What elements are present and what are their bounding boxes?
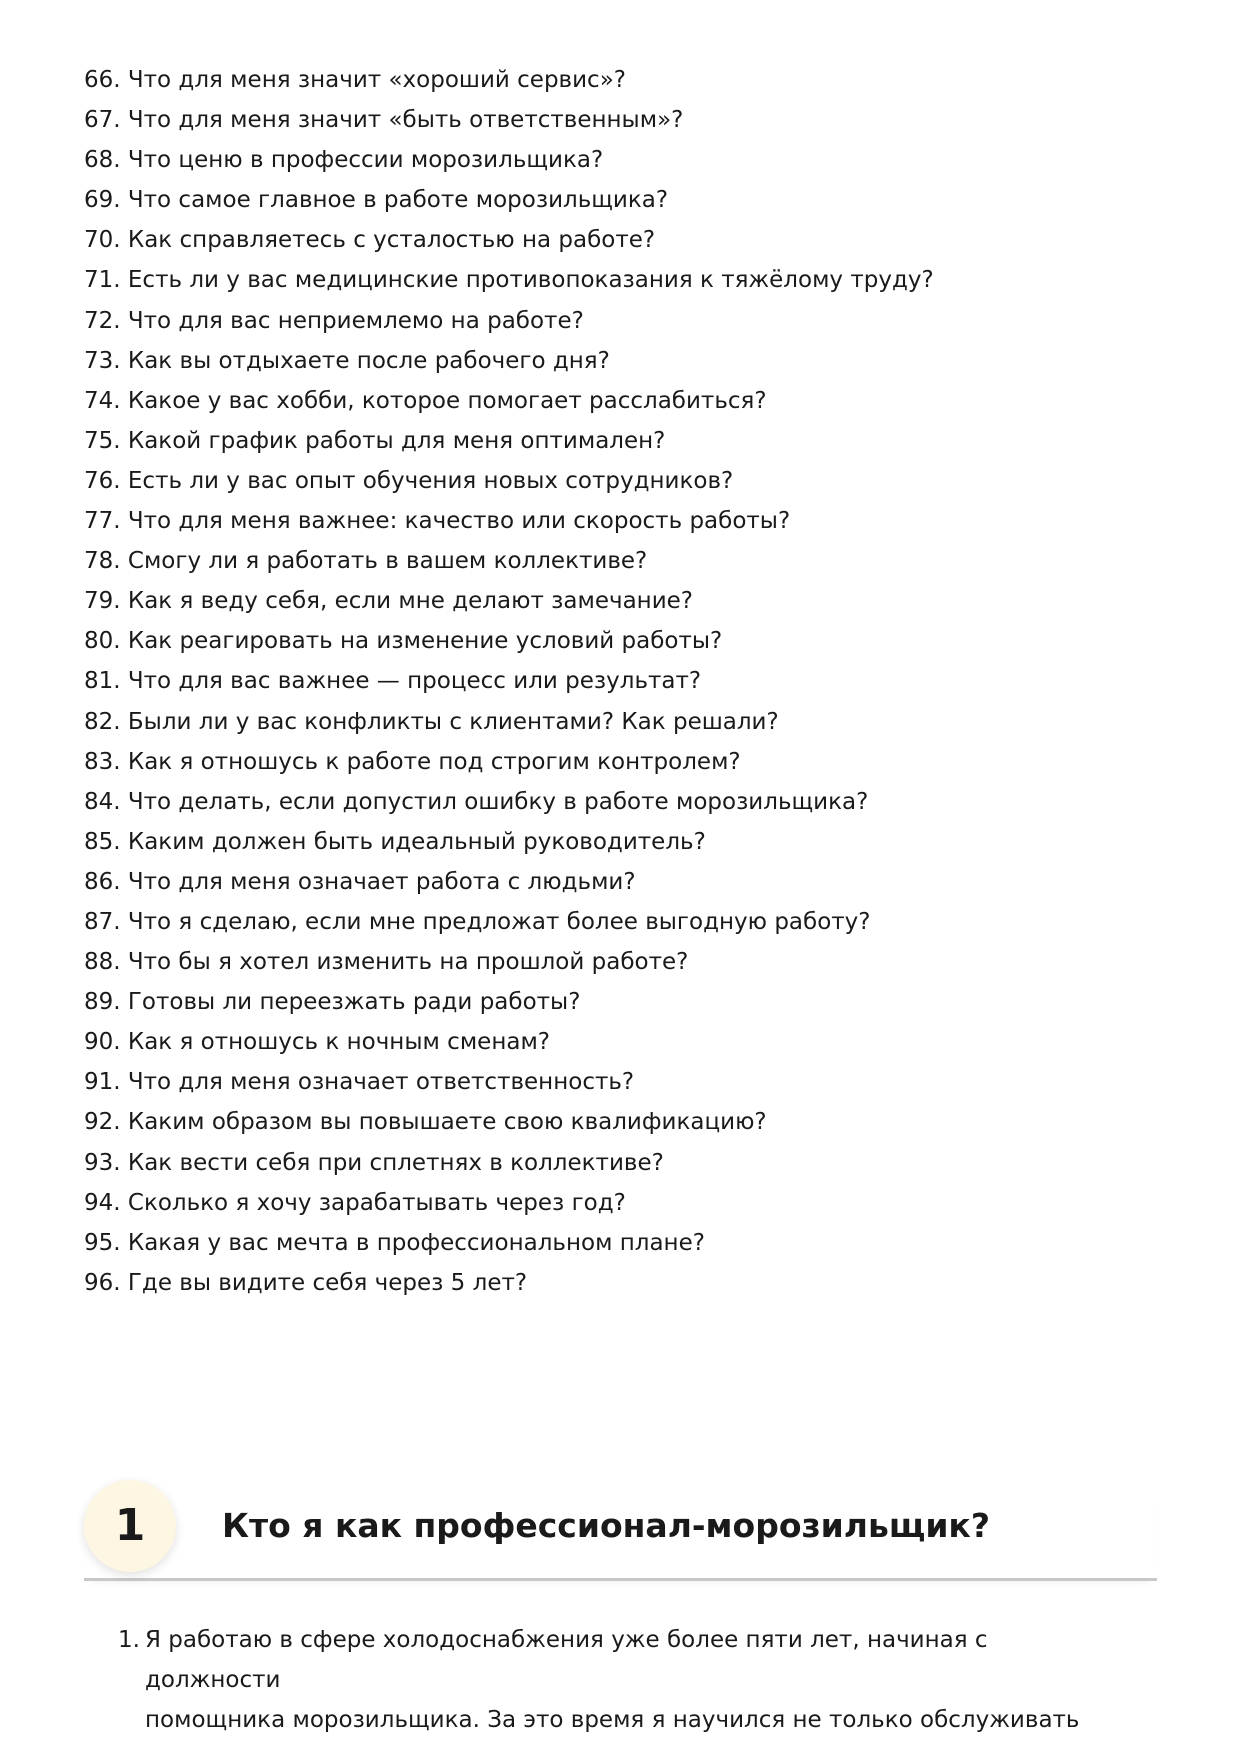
question-item: 90. Как я отношусь к ночным сменам? bbox=[84, 1029, 551, 1056]
answer-list bbox=[118, 1620, 1098, 1740]
question-item: 78. Смогу ли я работать в вашем коллективе? bbox=[84, 548, 648, 575]
question-item: 94. Сколько я хочу зарабатывать через год? bbox=[84, 1189, 626, 1216]
question-item: 70. Как справляетесь с усталостью на работе? bbox=[84, 227, 656, 254]
answer-text-line: Я работаю в сфере холодоснабжения уже более пяти лет, начиная с должности bbox=[145, 1627, 988, 1693]
question-item: 80. Как реагировать на изменение условий работы? bbox=[84, 628, 723, 655]
question-item: 73. Как вы отдыхаете после рабочего дня? bbox=[84, 347, 610, 374]
question-item: 89. Готовы ли переезжать ради работы? bbox=[84, 989, 581, 1016]
section-title: Кто я как профессионал-морозильщик? bbox=[222, 1506, 990, 1545]
answer-text-line: помощника морозильщика. За это время я научился не только обслуживать bbox=[145, 1707, 1080, 1733]
question-item: 79. Как я веду себя, если мне делают замечание? bbox=[84, 588, 694, 615]
question-item: 82. Были ли у вас конфликты с клиентами? Как решали? bbox=[84, 708, 779, 735]
question-item: 88. Что бы я хотел изменить на прошлой работе? bbox=[84, 949, 689, 976]
question-item: 68. Что ценю в профессии морозильщика? bbox=[84, 147, 604, 174]
question-item: 74. Какое у вас хобби, которое помогает расслабиться? bbox=[84, 387, 767, 414]
question-item: 75. Какой график работы для меня оптимален? bbox=[84, 427, 666, 454]
question-list bbox=[84, 60, 1164, 1303]
question-item: 91. Что для меня означает ответственность? bbox=[84, 1069, 635, 1096]
question-item: 84. Что делать, если допустил ошибку в работе морозильщика? bbox=[84, 788, 869, 815]
question-item: 72. Что для вас неприемлемо на работе? bbox=[84, 307, 584, 334]
question-item: 71. Есть ли у вас медицинские противопоказания к тяжёлому труду? bbox=[84, 267, 934, 294]
answer-number: 1. bbox=[118, 1627, 140, 1653]
question-item: 86. Что для меня означает работа с людьми? bbox=[84, 868, 636, 895]
question-item: 76. Есть ли у вас опыт обучения новых сотрудников? bbox=[84, 467, 734, 494]
question-item: 66. Что для меня значит «хороший сервис»? bbox=[84, 67, 626, 93]
question-item: 77. Что для меня важнее: качество или скорость работы? bbox=[84, 508, 791, 535]
question-item: 87. Что я сделаю, если мне предложат более выгодную работу? bbox=[84, 908, 871, 935]
answer-item bbox=[118, 1620, 1098, 1740]
question-item: 69. Что самое главное в работе морозильщика? bbox=[84, 187, 669, 214]
question-item: 81. Что для вас важнее — процесс или результат? bbox=[84, 668, 702, 695]
question-item: 95. Какая у вас мечта в профессиональном плане? bbox=[84, 1229, 705, 1256]
question-item: 92. Каким образом вы повышаете свою квалификацию? bbox=[84, 1109, 767, 1136]
question-item: 67. Что для меня значит «быть ответственным»? bbox=[84, 107, 684, 134]
section-number-badge: 1 bbox=[84, 1480, 176, 1572]
question-item: 85. Каким должен быть идеальный руководитель? bbox=[84, 828, 706, 855]
question-item: 83. Как я отношусь к работе под строгим контролем? bbox=[84, 748, 741, 775]
question-item: 96. Где вы видите себя через 5 лет? bbox=[84, 1269, 528, 1296]
section-header bbox=[84, 1478, 1157, 1581]
question-item: 93. Как вести себя при сплетнях в коллективе? bbox=[84, 1149, 664, 1176]
answer-text bbox=[145, 1620, 1098, 1740]
